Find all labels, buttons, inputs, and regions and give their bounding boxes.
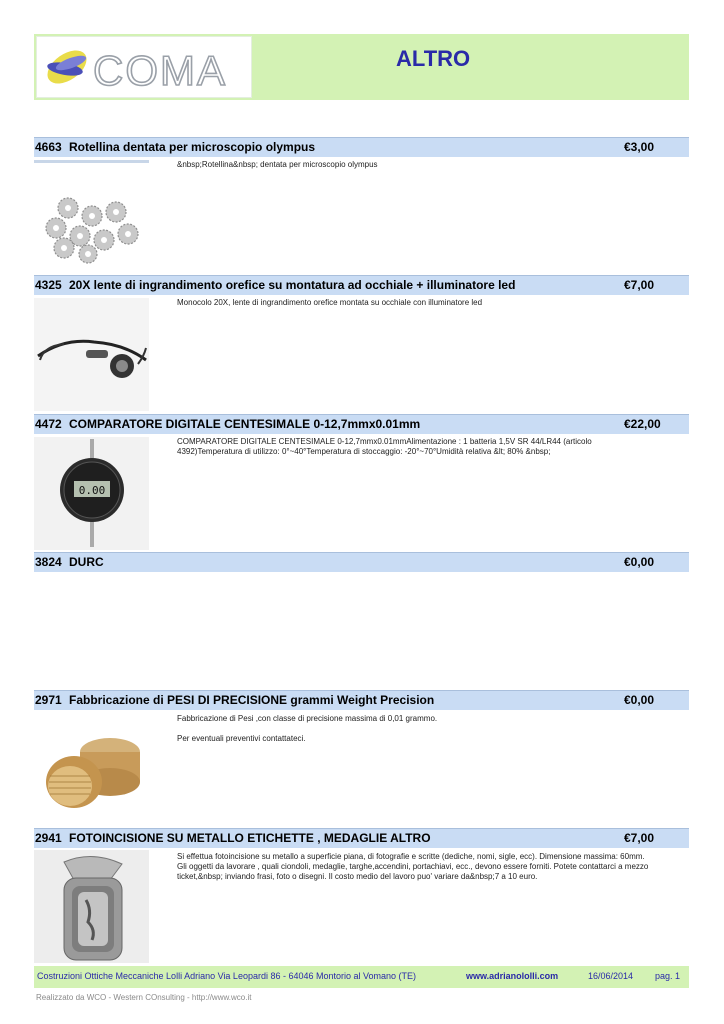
item-code: 2941 bbox=[35, 831, 62, 845]
item-description: &nbsp;Rotellina&nbsp; dentata per microscopio olympus bbox=[177, 160, 378, 169]
item-title: COMPARATORE DIGITALE CENTESIMALE 0-12,7mmx0.01mm bbox=[69, 417, 421, 431]
svg-text:0.00: 0.00 bbox=[78, 484, 106, 497]
item-price: €22,00 bbox=[624, 417, 661, 431]
item-title: Rotellina dentata per microscopio olympus bbox=[69, 140, 316, 154]
item-image-gears bbox=[34, 160, 149, 273]
item-header bbox=[34, 552, 689, 572]
item-title: FOTOINCISIONE SU METALLO ETICHETTE , MEDAGLIE ALTRO bbox=[69, 831, 431, 845]
item-description: Monocolo 20X, lente di ingrandimento orefice montata su occhiale con illuminatore led bbox=[177, 298, 483, 307]
item-description: Fabbricazione di Pesi ,con classe di precisione massima di 0,01 grammo. Per eventuali preventivi contattateci. bbox=[177, 714, 438, 743]
item-price: €0,00 bbox=[624, 693, 655, 707]
item-header bbox=[34, 275, 689, 295]
item-title: 20X lente di ingrandimento orefice su montatura ad occhiale + illuminatore led bbox=[69, 278, 516, 292]
footer-website-link[interactable]: www.adrianololli.com bbox=[466, 971, 559, 981]
footer-date: 16/06/2014 bbox=[588, 971, 634, 981]
item-code: 2971 bbox=[35, 693, 62, 707]
item-header bbox=[34, 828, 689, 848]
item-header bbox=[34, 690, 689, 710]
item-image-engraved-lighter bbox=[34, 850, 149, 963]
item-title: Fabbricazione di PESI DI PRECISIONE grammi Weight Precision bbox=[69, 693, 435, 707]
item-code: 4663 bbox=[35, 140, 62, 154]
item-description: Si effettua fotoincisione su metallo a superficie piana, di fotografie e scritte (dediche, nomi, sigle, ecc). Dimensione massima: 60mm. Gli oggetti da lavorare , quali ciondoli, medaglie, targhe,accendini, portachiavi, ecc., devono essere forniti. Potete contattarci a mezzo ticket,&nbsp; inviando frasi, foto o disegni. Il costo medio del lavoro puo' variare da&nbsp;7 a 10 euro. bbox=[177, 852, 649, 881]
coma-logo bbox=[36, 36, 252, 98]
item-code: 4325 bbox=[35, 278, 62, 292]
item-price: €3,00 bbox=[624, 140, 655, 154]
item-header bbox=[34, 137, 689, 157]
page-footer bbox=[34, 966, 689, 988]
item-image-loupe-glasses bbox=[34, 298, 149, 411]
svg-text:COMA: COMA bbox=[93, 47, 227, 94]
credit-line: Realizzato da WCO - Western COnsulting - http://www.wco.it bbox=[36, 993, 252, 1002]
item-image-precision-weights bbox=[34, 712, 149, 827]
item-description: COMPARATORE DIGITALE CENTESIMALE 0-12,7mmx0.01mmAlimentazione : 1 batteria 1,5V SR 44/LR44 (articolo 4392)Temperatura di utilizzo: 0°~40°Temperatura di stoccaggio: -20°~70°Umidità relativa &lt; 80% &nbsp; bbox=[177, 437, 592, 456]
item-price: €0,00 bbox=[624, 555, 655, 569]
item-price: €7,00 bbox=[624, 831, 655, 845]
page-title: ALTRO bbox=[396, 46, 471, 71]
item-code: 4472 bbox=[35, 417, 62, 431]
item-header bbox=[34, 414, 689, 434]
footer-company: Costruzioni Ottiche Meccaniche Lolli Adriano Via Leopardi 86 - 64046 Montorio al Vomano (TE) bbox=[37, 971, 417, 981]
item-code: 3824 bbox=[35, 555, 62, 569]
item-image-digital-gauge bbox=[34, 437, 149, 550]
footer-page-number: pag. 1 bbox=[655, 971, 681, 981]
item-price: €7,00 bbox=[624, 278, 655, 292]
item-title: DURC bbox=[69, 555, 104, 569]
